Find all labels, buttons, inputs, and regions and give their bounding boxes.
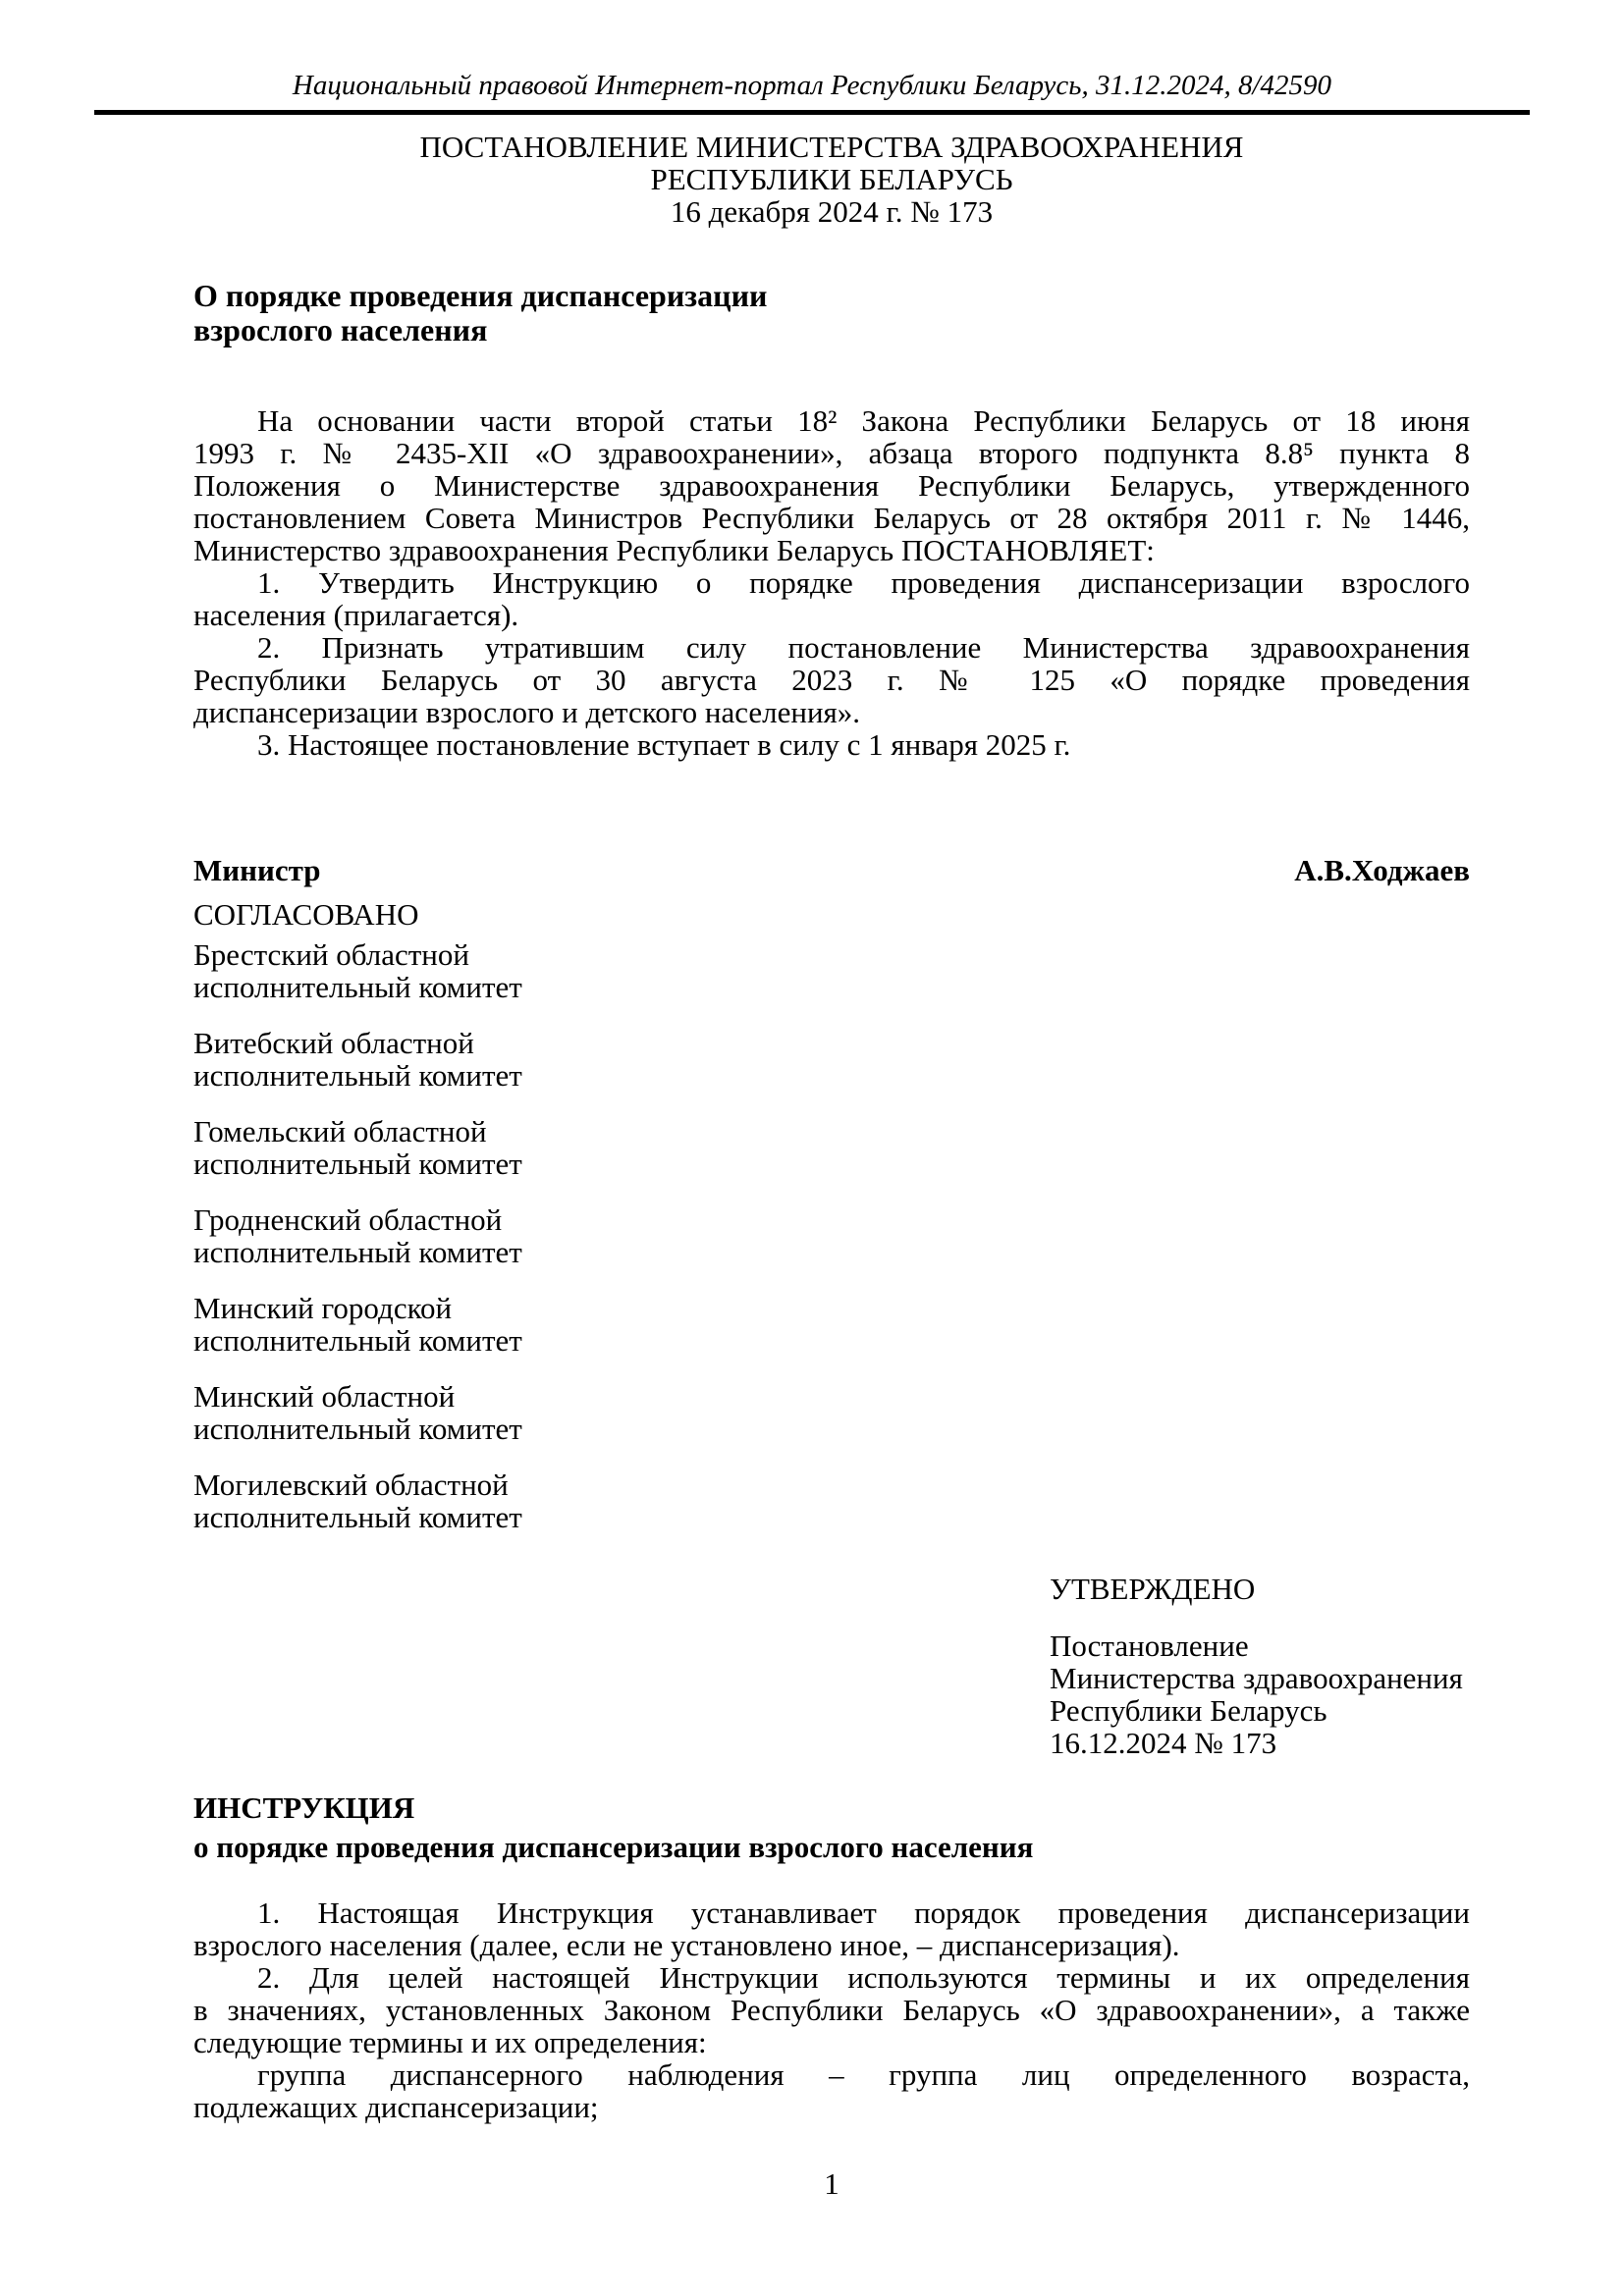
text-line: На основании части второй статьи 18² Закона Республики Беларусь от 18 июня <box>257 403 1470 438</box>
committee-item <box>193 1380 1470 1445</box>
text-line: 2. Для целей настоящей Инструкции используются термины и их определения <box>257 1960 1470 1995</box>
committee-name: Могилевский областной <box>193 1468 509 1502</box>
committee-item <box>193 1468 1470 1533</box>
committee-type: исполнительный комитет <box>193 1147 522 1181</box>
decree-title-line1: О порядке проведения диспансеризации <box>193 278 768 313</box>
approved-line: Республики Беларусь <box>1050 1693 1327 1728</box>
instruction-para-1 <box>193 1896 1470 1961</box>
approved-line: Постановление <box>1050 1629 1249 1663</box>
text-line: подлежащих диспансеризации; <box>193 2090 599 2124</box>
text-line: Министерство здравоохранения Республики Беларусь ПОСТАНОВЛЯЕТ: <box>193 533 1155 567</box>
text-line: Республики Беларусь от 30 августа 2023 г. № 125 «О порядке проведения <box>193 663 1470 697</box>
text-line: 2. Признать утратившим силу постановление Министерства здравоохранения <box>257 630 1470 665</box>
decree-title <box>193 279 1470 347</box>
approved-gap <box>1050 1605 1470 1629</box>
decree-org-line2: РЕСПУБЛИКИ БЕЛАРУСЬ <box>650 162 1013 196</box>
text-line: 1. Утвердить Инструкцию о порядке проведения диспансеризации взрослого <box>257 565 1470 600</box>
text-line: 3. Настоящее постановление вступает в силу с 1 января 2025 г. <box>257 727 1071 762</box>
committee-name: Брестский областной <box>193 937 469 972</box>
document-content <box>193 131 1470 2200</box>
text-line: следующие термины и их определения: <box>193 2025 707 2059</box>
instruction-para-3 <box>193 2058 1470 2123</box>
instruction-heading-word: ИНСТРУКЦИЯ <box>193 1790 415 1825</box>
decree-item-2 <box>193 631 1470 728</box>
text-line: взрослого населения (далее, если не установлено иное, – диспансеризация). <box>193 1928 1180 1962</box>
signature-row <box>193 854 1470 886</box>
committee-item <box>193 1203 1470 1268</box>
committee-name: Гомельский областной <box>193 1114 487 1148</box>
text-line: 1. Настоящая Инструкция устанавливает порядок проведения диспансеризации <box>257 1896 1470 1930</box>
text-line: группа диспансерного наблюдения – группа лиц определенного возраста, <box>257 2057 1470 2092</box>
agreed-committees <box>193 938 1470 1533</box>
portal-header <box>94 0 1530 115</box>
committee-type: исполнительный комитет <box>193 1412 522 1446</box>
text-line: в значениях, установленных Законом Республики Беларусь «О здравоохранении», а также <box>193 1993 1470 2027</box>
committee-type: исполнительный комитет <box>193 1058 522 1093</box>
decree-heading <box>193 131 1470 228</box>
text-line: 1993 г. № 2435-XII «О здравоохранении», абзаца второго подпункта 8.8⁵ пункта 8 <box>193 436 1470 470</box>
text-line: Положения о Министерстве здравоохранения Республики Беларусь, утвержденного <box>193 468 1470 503</box>
decree-item-3 <box>193 728 1470 761</box>
committee-item <box>193 938 1470 1003</box>
committee-item <box>193 1115 1470 1180</box>
committee-name: Гродненский областной <box>193 1202 503 1237</box>
portal-header-text: Национальный правовой Интернет-портал Республики Беларусь, 31.12.2024, 8/42590 <box>292 70 1332 101</box>
decree-preamble <box>193 404 1470 566</box>
minister-name: А.В.Ходжаев <box>1294 853 1470 887</box>
decree-org-line1: ПОСТАНОВЛЕНИЕ МИНИСТЕРСТВА ЗДРАВООХРАНЕНИЯ <box>419 130 1244 164</box>
decree-item-1 <box>193 566 1470 631</box>
approved-line: 16.12.2024 № 173 <box>1050 1726 1277 1760</box>
text-line: населения (прилагается). <box>193 598 519 632</box>
decree-title-line2: взрослого населения <box>193 312 488 347</box>
instruction-subheading: о порядке проведения диспансеризации взрослого населения <box>193 1830 1034 1864</box>
text-line: постановлением Совета Министров Республики Беларусь от 28 октября 2011 г. № 1446, <box>193 501 1470 535</box>
committee-type: исполнительный комитет <box>193 1500 522 1534</box>
committee-type: исполнительный комитет <box>193 1235 522 1269</box>
committee-name: Витебский областной <box>193 1026 474 1060</box>
page-number: 1 <box>824 2166 839 2201</box>
agreed-label: СОГЛАСОВАНО <box>193 897 419 932</box>
text-line: диспансеризации взрослого и детского населения». <box>193 695 861 729</box>
decree-date-number: 16 декабря 2024 г. № 173 <box>670 194 994 229</box>
committee-item <box>193 1027 1470 1092</box>
approved-block <box>1050 1573 1470 1759</box>
committee-item <box>193 1292 1470 1357</box>
instruction-para-2 <box>193 1961 1470 2058</box>
approved-line: Министерства здравоохранения <box>1050 1661 1463 1695</box>
minister-label: Министр <box>193 853 321 887</box>
instruction-heading <box>193 1789 1470 1867</box>
approved-label: УТВЕРЖДЕНО <box>1050 1572 1256 1606</box>
committee-type: исполнительный комитет <box>193 970 522 1004</box>
committee-name: Минский областной <box>193 1379 456 1414</box>
committee-name: Минский городской <box>193 1291 453 1325</box>
committee-type: исполнительный комитет <box>193 1323 522 1358</box>
